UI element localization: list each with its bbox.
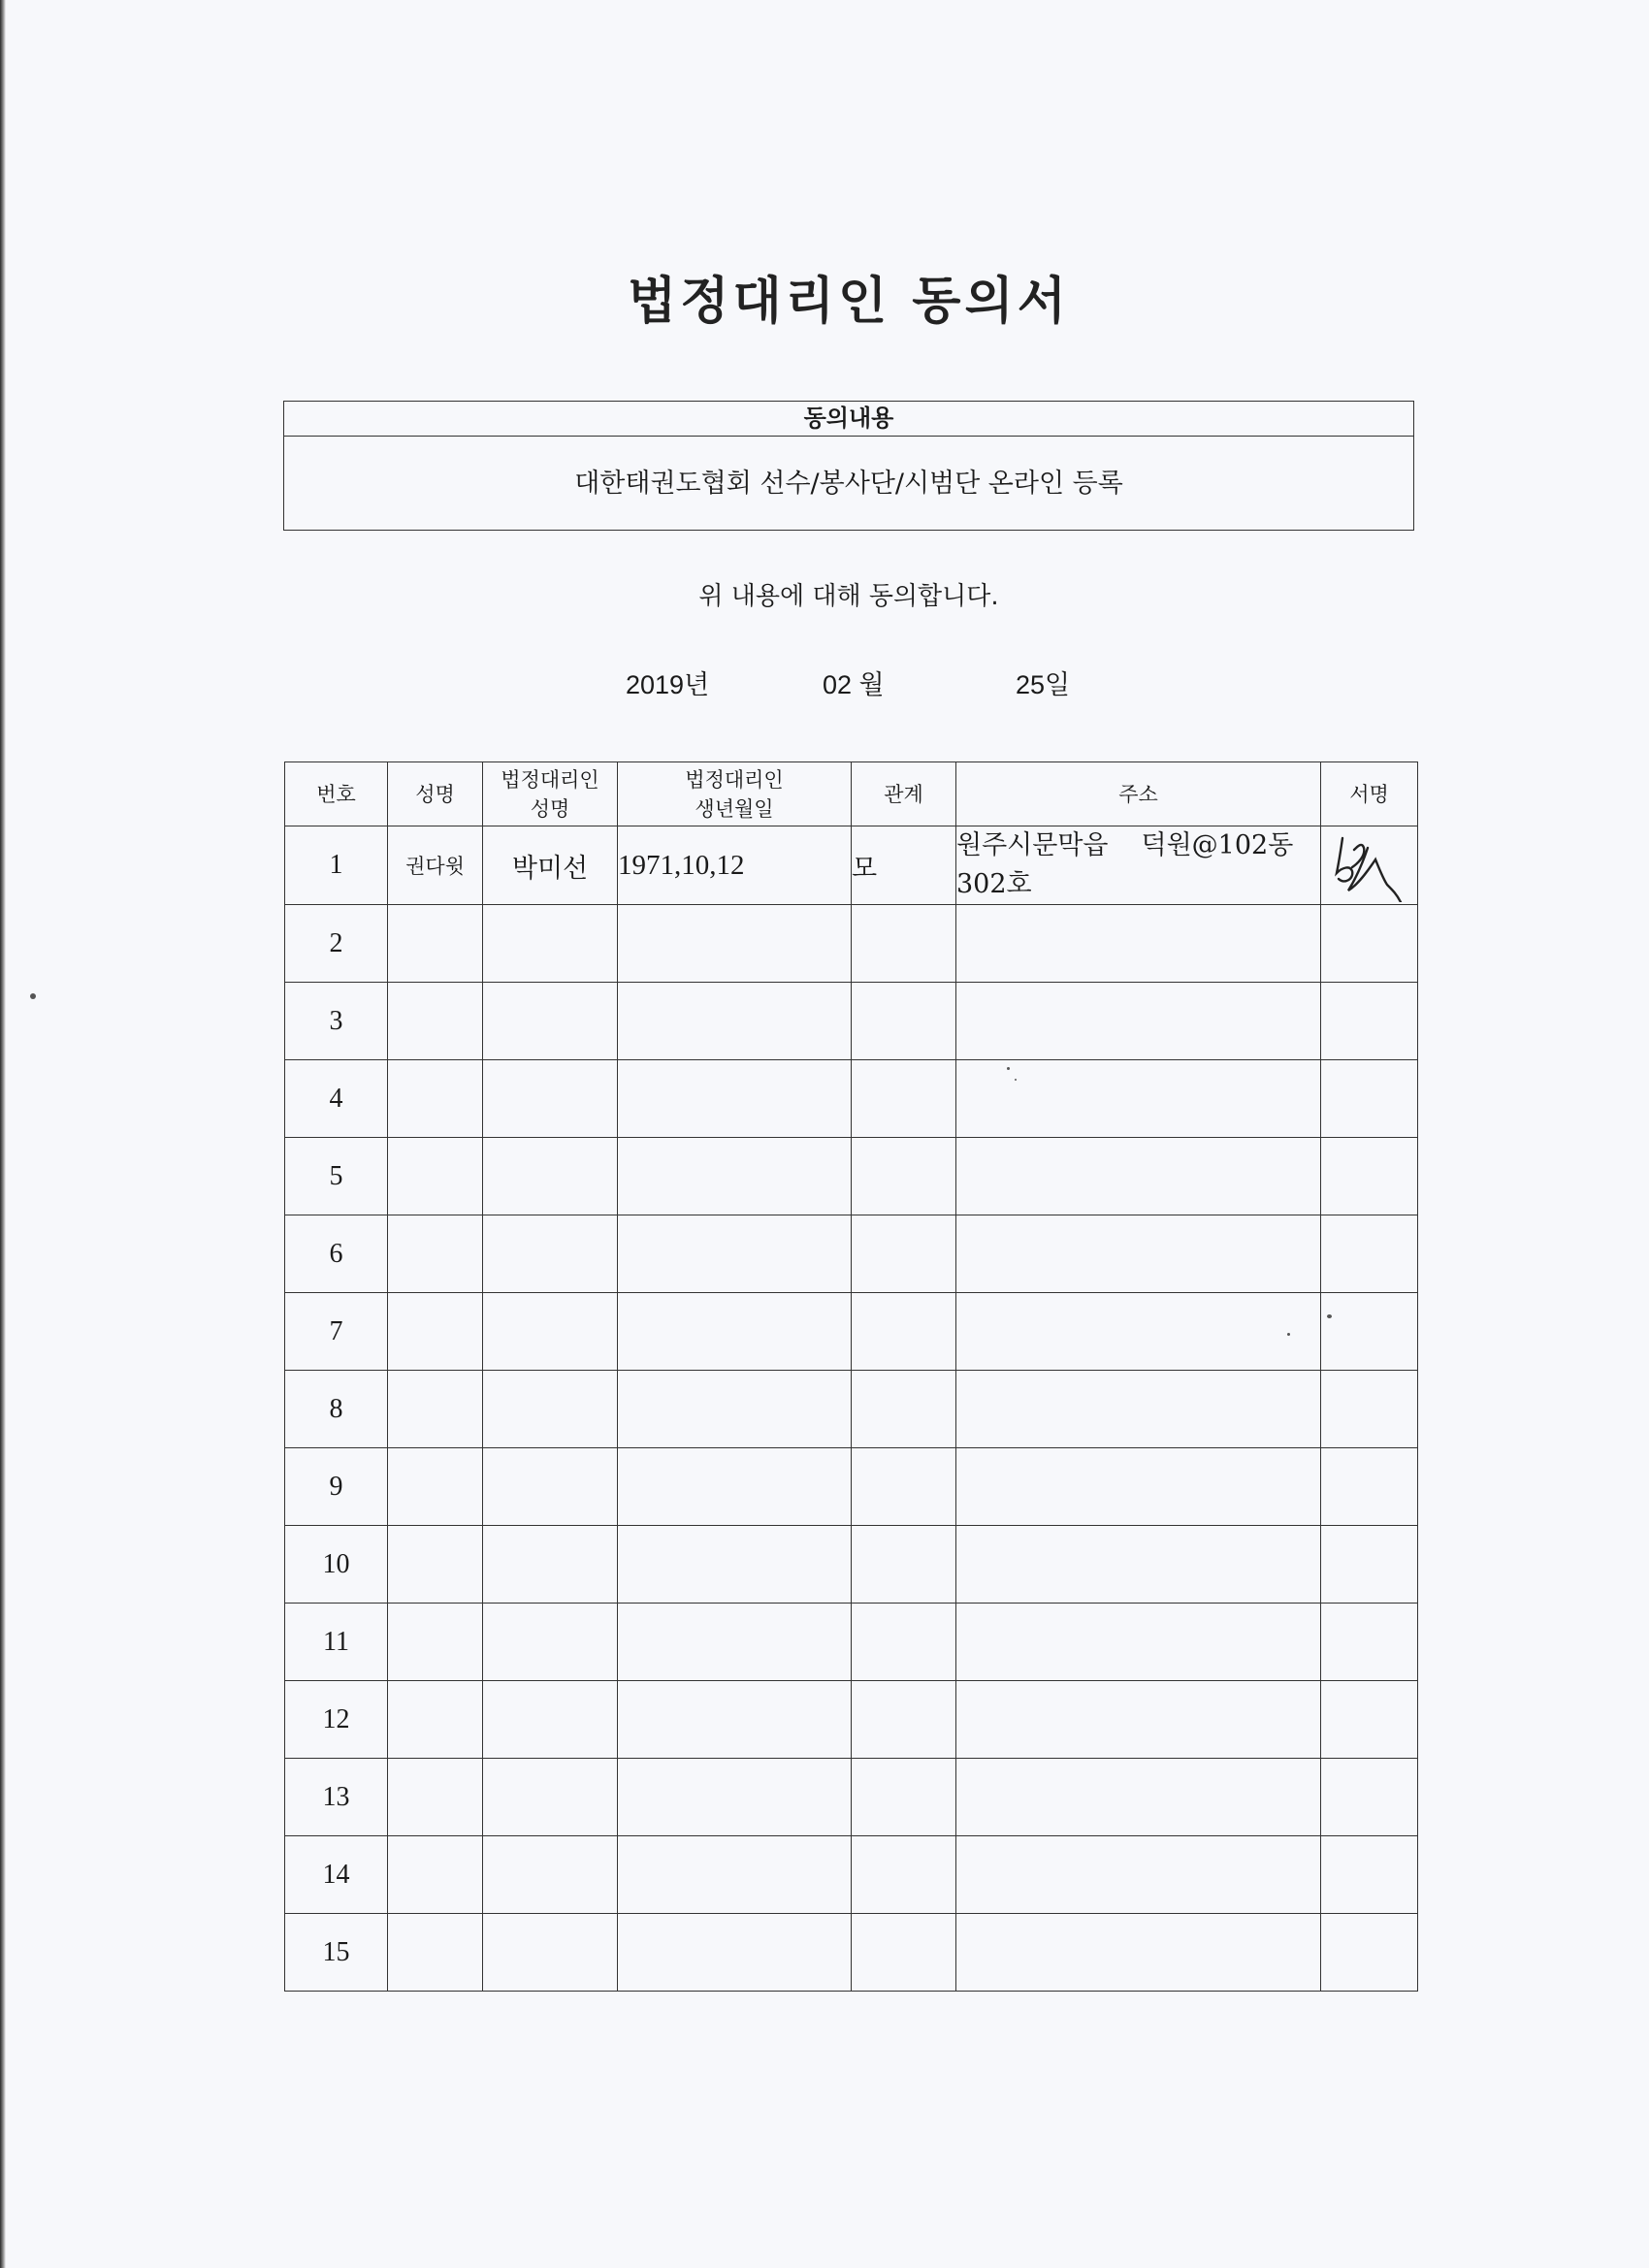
row-relation <box>852 1293 956 1371</box>
consent-header: 동의내용 <box>284 402 1413 437</box>
date-day: 25일 <box>1016 670 1071 699</box>
row-signature <box>1321 1215 1418 1293</box>
row-guardian-birth <box>618 1138 852 1215</box>
address-part-1: 원주시문막읍 <box>956 830 1109 860</box>
table-row <box>285 905 1418 983</box>
row-guardian-birth <box>618 905 852 983</box>
row-guardian-birth: 1971,10,12 <box>618 826 852 905</box>
row-relation <box>852 1448 956 1526</box>
row-address <box>956 1060 1321 1138</box>
row-number: 13 <box>285 1759 388 1836</box>
row-signature <box>1321 1371 1418 1448</box>
header-guardian-birth-line1: 법정대리인 <box>685 767 784 792</box>
header-signature: 서명 <box>1321 762 1418 826</box>
guardian-table <box>284 761 1418 1992</box>
row-number: 2 <box>285 905 388 983</box>
scan-edge <box>0 0 6 2268</box>
row-name <box>388 983 483 1060</box>
row-name: 권다윗 <box>388 826 483 905</box>
header-guardian-name <box>483 762 618 826</box>
handwritten-signature <box>1329 830 1410 902</box>
row-signature <box>1321 826 1418 905</box>
row-relation <box>852 1060 956 1138</box>
table-row <box>285 1060 1418 1138</box>
table-header-row <box>285 762 1418 826</box>
row-address <box>956 1448 1321 1526</box>
row-number: 12 <box>285 1681 388 1759</box>
table-row <box>285 826 1418 905</box>
row-signature <box>1321 983 1418 1060</box>
row-number: 7 <box>285 1293 388 1371</box>
row-address <box>956 1681 1321 1759</box>
row-relation <box>852 1526 956 1604</box>
row-guardian-name <box>483 1836 618 1914</box>
row-relation <box>852 1215 956 1293</box>
row-address <box>956 1215 1321 1293</box>
row-guardian-name: 박미선 <box>483 826 618 905</box>
row-guardian-birth <box>618 1604 852 1681</box>
row-name <box>388 1681 483 1759</box>
row-number: 1 <box>285 826 388 905</box>
row-relation: 모 <box>852 826 956 905</box>
table-row <box>285 1371 1418 1448</box>
row-number: 11 <box>285 1604 388 1681</box>
row-signature <box>1321 1138 1418 1215</box>
row-signature <box>1321 905 1418 983</box>
table-row <box>285 1759 1418 1836</box>
row-relation <box>852 1604 956 1681</box>
agreement-statement: 위 내용에 대해 동의합니다. <box>698 582 999 611</box>
row-guardian-name <box>483 905 618 983</box>
consent-box <box>283 401 1414 531</box>
row-name <box>388 1836 483 1914</box>
row-address <box>956 1836 1321 1914</box>
document-title: 법정대리인 동의서 <box>628 273 1070 331</box>
row-guardian-name <box>483 1448 618 1526</box>
row-address <box>956 1293 1321 1371</box>
row-number: 6 <box>285 1215 388 1293</box>
table-row <box>285 983 1418 1060</box>
row-address <box>956 1914 1321 1992</box>
row-address <box>956 905 1321 983</box>
address-part-3: 302호 <box>956 869 1032 899</box>
header-relation: 관계 <box>852 762 956 826</box>
date-month: 02 월 <box>823 670 885 699</box>
row-guardian-name <box>483 1060 618 1138</box>
row-number: 10 <box>285 1526 388 1604</box>
row-guardian-birth <box>618 1526 852 1604</box>
row-relation <box>852 1371 956 1448</box>
row-guardian-birth <box>618 1215 852 1293</box>
row-name <box>388 1060 483 1138</box>
row-name <box>388 1526 483 1604</box>
row-address <box>956 1604 1321 1681</box>
table-row <box>285 1138 1418 1215</box>
row-guardian-name <box>483 983 618 1060</box>
row-guardian-birth <box>618 1836 852 1914</box>
table-row <box>285 1604 1418 1681</box>
row-name <box>388 1138 483 1215</box>
row-number: 9 <box>285 1448 388 1526</box>
row-name <box>388 1215 483 1293</box>
row-name <box>388 1293 483 1371</box>
row-number: 5 <box>285 1138 388 1215</box>
row-relation <box>852 983 956 1060</box>
table-row <box>285 1215 1418 1293</box>
row-number: 3 <box>285 983 388 1060</box>
row-guardian-birth <box>618 1371 852 1448</box>
table-row <box>285 1681 1418 1759</box>
row-guardian-name <box>483 1371 618 1448</box>
row-guardian-name <box>483 1138 618 1215</box>
row-signature <box>1321 1293 1418 1371</box>
row-guardian-birth <box>618 1293 852 1371</box>
row-address <box>956 1371 1321 1448</box>
row-number: 15 <box>285 1914 388 1992</box>
row-relation <box>852 1138 956 1215</box>
row-guardian-name <box>483 1759 618 1836</box>
row-name <box>388 1448 483 1526</box>
row-address <box>956 1526 1321 1604</box>
consent-content: 대한태권도협회 선수/봉사단/시범단 온라인 등록 <box>574 469 1123 499</box>
header-no: 번호 <box>285 762 388 826</box>
header-guardian-birth-line2: 생년월일 <box>695 796 774 821</box>
row-address <box>956 1759 1321 1836</box>
row-name <box>388 1604 483 1681</box>
row-guardian-name <box>483 1293 618 1371</box>
row-relation <box>852 1681 956 1759</box>
row-relation <box>852 905 956 983</box>
row-guardian-name <box>483 1914 618 1992</box>
header-guardian-name-line2: 성명 <box>530 796 570 821</box>
row-signature <box>1321 1681 1418 1759</box>
row-signature <box>1321 1060 1418 1138</box>
row-relation <box>852 1914 956 1992</box>
table-row <box>285 1448 1418 1526</box>
address-part-2: 덕원@102동 <box>1141 830 1294 860</box>
scan-speck <box>30 993 36 999</box>
row-number: 14 <box>285 1836 388 1914</box>
row-signature <box>1321 1448 1418 1526</box>
row-signature <box>1321 1914 1418 1992</box>
table-row <box>285 1914 1418 1992</box>
row-signature <box>1321 1526 1418 1604</box>
date-year: 2019년 <box>626 670 710 699</box>
row-signature <box>1321 1836 1418 1914</box>
row-relation <box>852 1836 956 1914</box>
row-guardian-birth <box>618 1448 852 1526</box>
row-number: 4 <box>285 1060 388 1138</box>
row-name <box>388 1914 483 1992</box>
row-guardian-name <box>483 1215 618 1293</box>
header-name: 성명 <box>388 762 483 826</box>
row-guardian-birth <box>618 1681 852 1759</box>
row-relation <box>852 1759 956 1836</box>
row-signature <box>1321 1759 1418 1836</box>
row-guardian-name <box>483 1681 618 1759</box>
row-address <box>956 1138 1321 1215</box>
row-name <box>388 1759 483 1836</box>
header-guardian-name-line1: 법정대리인 <box>501 767 599 792</box>
row-name <box>388 1371 483 1448</box>
row-guardian-birth <box>618 1060 852 1138</box>
row-signature <box>1321 1604 1418 1681</box>
table-row <box>285 1293 1418 1371</box>
header-address: 주소 <box>956 762 1321 826</box>
row-name <box>388 905 483 983</box>
row-guardian-name <box>483 1604 618 1681</box>
header-guardian-birth <box>618 762 852 826</box>
row-guardian-birth <box>618 1914 852 1992</box>
row-number: 8 <box>285 1371 388 1448</box>
row-address <box>956 826 1321 905</box>
table-row <box>285 1836 1418 1914</box>
table-row <box>285 1526 1418 1604</box>
row-address <box>956 983 1321 1060</box>
row-guardian-birth <box>618 983 852 1060</box>
row-guardian-birth <box>618 1759 852 1836</box>
row-guardian-name <box>483 1526 618 1604</box>
